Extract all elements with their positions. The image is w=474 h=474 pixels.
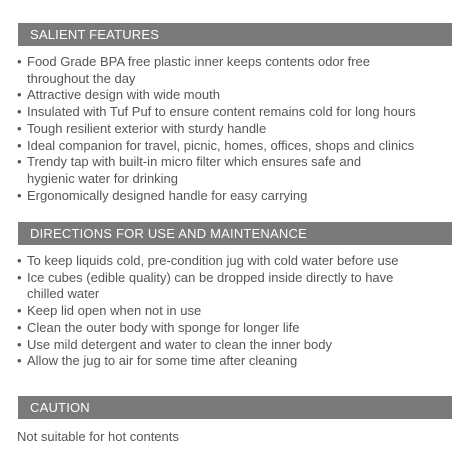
bullet-icon: • <box>17 303 22 319</box>
list-item-text: Tough resilient exterior with sturdy handle <box>27 120 267 136</box>
list-item-text: Food Grade BPA free plastic inner keeps contents odor free throughout the day <box>27 54 371 86</box>
list-item-text: Allow the jug to air for some time after cleaning <box>27 353 298 369</box>
bullet-icon: • <box>17 137 22 153</box>
list-item <box>17 303 457 320</box>
list-item <box>17 87 457 104</box>
bullet-icon: • <box>17 154 22 170</box>
bullet-icon: • <box>17 253 22 268</box>
caution-text: Not suitable for hot contents <box>17 429 179 444</box>
list-item <box>17 121 457 138</box>
list-item-text: Ergonomically designed handle for easy carrying <box>27 187 308 203</box>
list-item-text: Keep lid open when not in use <box>27 303 202 319</box>
bullet-icon: • <box>17 120 22 136</box>
directions-list <box>17 253 457 370</box>
list-item <box>17 270 397 303</box>
list-item-text: Ideal companion for travel, picnic, homes, offices, shops and clinics <box>27 137 415 153</box>
salient-features-heading: SALIENT FEATURES <box>18 23 452 46</box>
list-item-text: Ice cubes (edible quality) can be dropped inside directly to have chilled water <box>27 269 394 302</box>
list-item-text: Use mild detergent and water to clean the inner body <box>27 336 332 352</box>
bullet-icon: • <box>17 187 22 203</box>
bullet-icon: • <box>17 269 22 285</box>
bullet-icon: • <box>17 353 22 369</box>
bullet-icon: • <box>17 319 22 335</box>
bullet-icon: • <box>17 104 22 120</box>
list-item-text: Insulated with Tuf Puf to ensure content remains cold for long hours <box>27 104 416 120</box>
list-item <box>17 154 402 187</box>
list-item-text: Attractive design with wide mouth <box>27 87 220 103</box>
list-item <box>17 188 457 205</box>
salient-features-list <box>17 54 457 204</box>
list-item <box>17 54 407 87</box>
list-item <box>17 104 457 121</box>
bullet-icon: • <box>17 54 22 69</box>
list-item <box>17 138 457 155</box>
list-item <box>17 337 457 354</box>
list-item <box>17 320 457 337</box>
list-item-text: To keep liquids cold, pre-condition jug with cold water before use <box>27 253 399 268</box>
list-item <box>17 253 457 270</box>
bullet-icon: • <box>17 336 22 352</box>
list-item <box>17 353 457 370</box>
list-item-text: Trendy tap with built-in micro filter which ensures safe and hygienic water for drinking <box>27 154 362 186</box>
caution-heading: CAUTION <box>18 396 452 419</box>
bullet-icon: • <box>17 87 22 103</box>
list-item-text: Clean the outer body with sponge for longer life <box>27 319 300 335</box>
directions-heading: DIRECTIONS FOR USE AND MAINTENANCE <box>18 222 452 245</box>
